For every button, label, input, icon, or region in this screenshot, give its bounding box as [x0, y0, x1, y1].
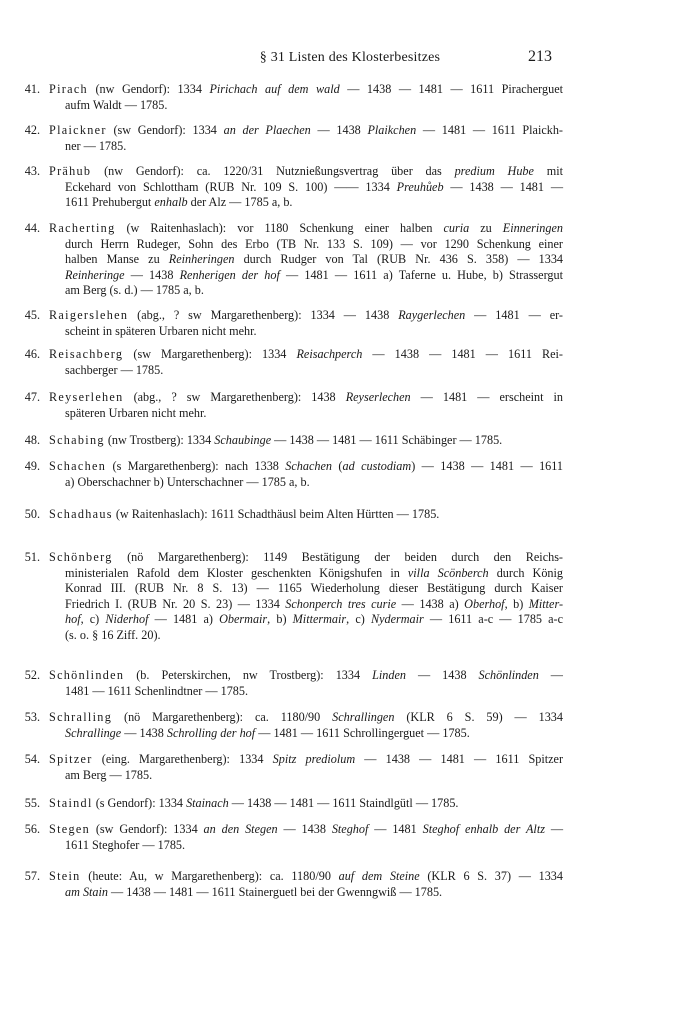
- entry-number: 47.: [24, 390, 40, 404]
- quoted-source-form: Niderhof: [105, 612, 149, 627]
- entry-line: [49, 221, 563, 237]
- entry-text: Eckehard von Schlottham (RUB Nr. 109 S. 100) —— 1334: [65, 179, 397, 194]
- entry-number: 54.: [24, 752, 40, 766]
- quoted-source-form: am Stain: [65, 884, 108, 899]
- entry-text: (KLR 6 S. 37) — 1334: [419, 869, 563, 883]
- entry-text: Konrad III. (RUB Nr. 8 S. 13) — 1165 Wiederholung dieser Bestätigung durch Kaiser: [65, 581, 563, 596]
- entry-number: 45.: [24, 308, 40, 322]
- quoted-source-form: Schachen: [285, 459, 332, 473]
- place-name: Racherting: [49, 221, 116, 235]
- entry-text: (abg., ? sw Margarethenberg): 1438: [123, 390, 346, 404]
- place-name: Schabing: [49, 433, 105, 447]
- quoted-source-form: auf dem Steine: [338, 869, 420, 883]
- place-name: Staindl: [49, 796, 93, 810]
- entry-text: späteren Urbaren nicht mehr.: [65, 405, 207, 420]
- entry-text: —: [538, 668, 563, 682]
- entry-text: — 1438 — 1481 — 1611 Piracherguet: [339, 82, 563, 96]
- quoted-source-form: Reisachperch: [296, 347, 363, 361]
- entry-number: 57.: [24, 869, 40, 883]
- entry-text: (w Raitenhaslach): 1611 Schadthäusl beim Alten Hürtten — 1785.: [112, 507, 440, 521]
- place-name: Stein: [49, 869, 81, 883]
- entry-number: 48.: [24, 433, 40, 447]
- entry-text: — 1438: [277, 822, 332, 836]
- quoted-source-form: Reinheringen: [168, 252, 235, 267]
- entry-text: der Alz — 1785 a, b.: [187, 195, 293, 210]
- entry-text: (nw Trostberg): 1334: [104, 433, 215, 447]
- entry-text: mit: [533, 164, 563, 178]
- entry-line: [49, 123, 563, 139]
- entry-number: 50.: [24, 507, 40, 521]
- list-item: [24, 164, 564, 211]
- quoted-source-form: Spitz prediolum: [272, 752, 356, 766]
- entry-line: [49, 507, 563, 523]
- quoted-source-form: enhalb: [154, 195, 188, 210]
- entry-text: — 1611 a-c — 1785 a-c: [423, 612, 564, 627]
- quoted-source-form: villa Scönberch: [407, 565, 489, 580]
- entry-text: 1611 Steghofer — 1785.: [65, 837, 186, 852]
- entry-line: [49, 347, 563, 363]
- quoted-source-form: Steghof enhalb der Altz: [422, 822, 545, 836]
- entry-line: [49, 390, 563, 406]
- entry-line: [47, 838, 563, 854]
- entry-line: [49, 668, 563, 684]
- entry-text: (sw Gendorf): 1334: [89, 822, 204, 836]
- entry-text: ministerialen Rafold dem Kloster geschenkten Königshufen in: [65, 565, 408, 580]
- list-item: [24, 668, 563, 699]
- list-item: [24, 710, 563, 741]
- entry-line: [47, 98, 563, 114]
- quoted-source-form: Raygerlechen: [398, 308, 466, 322]
- list-item: [24, 550, 564, 644]
- entry-text: a) Oberschachner b) Unterschachner — 1785 a, b.: [65, 474, 310, 489]
- entry-text: — 1438 — 1481 — 1611 Stainerguetl bei der Gwenngwiß — 1785.: [108, 884, 443, 899]
- entry-line: [47, 566, 563, 582]
- entry-line: [49, 308, 563, 324]
- entry-line: [47, 597, 563, 613]
- entry-line: [47, 180, 563, 196]
- entry-text: ner — 1785.: [65, 138, 127, 153]
- place-name: Reisachberg: [49, 347, 124, 361]
- quoted-source-form: curia: [443, 221, 470, 235]
- list-item: [24, 82, 563, 113]
- entry-line: [47, 268, 563, 284]
- entry-line: [47, 726, 563, 742]
- quoted-source-form: predium Hube: [454, 164, 534, 178]
- entry-line: [47, 195, 563, 211]
- place-name: Schönlinden: [49, 668, 125, 682]
- entry-number: 49.: [24, 459, 40, 473]
- quoted-source-form: Linden: [372, 668, 406, 682]
- entry-text: , b): [267, 612, 293, 627]
- entry-line: [49, 164, 563, 180]
- entry-text: durch König: [488, 565, 563, 580]
- quoted-source-form: hof: [65, 612, 81, 627]
- entry-text: — 1438 a): [396, 596, 465, 611]
- list-item: [24, 459, 563, 490]
- entry-text: (eing. Margarethenberg): 1334: [92, 752, 273, 766]
- list-item: [24, 796, 563, 812]
- quoted-source-form: Pirichach auf dem wald: [209, 82, 340, 96]
- entry-text: (s Gendorf): 1334: [92, 796, 187, 810]
- entry-text: — 1438 — 1481 — 1611 Spitzer: [355, 752, 563, 766]
- entry-text: 1481 — 1611 Schenlindtner — 1785.: [65, 683, 249, 698]
- entry-line: [47, 283, 563, 299]
- entry-line: [49, 822, 563, 838]
- quoted-source-form: an den Stegen: [203, 822, 278, 836]
- entry-text: — 1438 — 1481 —: [443, 179, 564, 194]
- entry-text: durch Herrn Rudeger, Sohn des Erbo (TB Nr. 133 S. 109) — vor 1290 Schenkung einer: [65, 236, 563, 251]
- entry-line: [49, 550, 563, 566]
- entry-line: [49, 82, 563, 98]
- place-name: Pirach: [49, 82, 88, 96]
- entry-text: Friedrich I. (RUB Nr. 20 S. 23) — 1334: [65, 596, 286, 611]
- entry-number: 41.: [24, 82, 40, 96]
- entry-number: 42.: [24, 123, 40, 137]
- place-name: Schönberg: [49, 550, 113, 564]
- list-item: [24, 308, 563, 339]
- quoted-source-form: Reinheringe: [65, 267, 125, 282]
- entry-number: 52.: [24, 668, 40, 682]
- entry-line: [47, 628, 563, 644]
- entry-text: aufm Waldt — 1785.: [65, 97, 168, 112]
- entry-text: — 1481 a): [148, 612, 220, 627]
- place-name: Plaickner: [49, 123, 107, 137]
- entry-line: [49, 752, 563, 768]
- entry-number: 55.: [24, 796, 40, 810]
- entry-text: (w Raitenhaslach): vor 1180 Schenkung einer halben: [115, 221, 444, 235]
- quoted-source-form: Stainach: [186, 796, 229, 810]
- entry-line: [47, 237, 563, 253]
- list-item: [24, 752, 563, 783]
- entry-text: (sw Margarethenberg): 1334: [123, 347, 297, 361]
- entry-text: (KLR 6 S. 59) — 1334: [394, 710, 563, 724]
- quoted-source-form: Einneringen: [502, 221, 563, 235]
- entry-text: — 1438 — 1481 — 1611 Rei-: [362, 347, 563, 361]
- entry-line: [47, 406, 563, 422]
- quoted-source-form: Schönlinden: [478, 668, 539, 682]
- entry-number: 44.: [24, 221, 40, 235]
- entry-text: sachberger — 1785.: [65, 362, 164, 377]
- entry-number: 51.: [24, 550, 40, 564]
- entry-text: , b): [504, 596, 529, 611]
- entry-text: (heute: Au, w Margarethenberg): ca. 1180/90: [80, 869, 339, 883]
- list-item: [24, 507, 563, 523]
- place-name: Schralling: [49, 710, 113, 724]
- entry-text: (nö Margarethenberg): ca. 1180/90: [112, 710, 333, 724]
- entry-text: , c): [346, 612, 371, 627]
- entry-text: zu: [469, 221, 503, 235]
- entry-text: (abg., ? sw Margarethenberg): 1334 — 1438: [128, 308, 399, 322]
- entry-line: [49, 433, 563, 449]
- entry-text: — 1481: [368, 822, 423, 836]
- entry-number: 46.: [24, 347, 40, 361]
- entry-line: [47, 324, 563, 340]
- entry-text: — 1481 — er-: [465, 308, 563, 322]
- entry-text: — 1481 — 1611 Plaickh-: [416, 123, 563, 137]
- quoted-source-form: Renherigen der hof: [179, 267, 280, 282]
- entry-text: (nw Gendorf): 1334: [87, 82, 210, 96]
- entry-text: , c): [80, 612, 106, 627]
- entry-line: [47, 475, 563, 491]
- entry-line: [47, 684, 563, 700]
- list-item: [24, 347, 563, 378]
- list-item: [24, 221, 564, 299]
- quoted-source-form: Reyserlechen: [345, 390, 411, 404]
- entry-text: — 1438: [405, 668, 479, 682]
- entry-text: (s Margarethenberg): nach 1338: [106, 459, 286, 473]
- entry-text: — 1438 — 1481 — 1611 Schäbinger — 1785.: [271, 433, 503, 447]
- place-name: Reyserlehen: [49, 390, 124, 404]
- quoted-source-form: Obermair: [219, 612, 268, 627]
- place-name: Raigerslehen: [49, 308, 129, 322]
- entry-line: [47, 612, 563, 628]
- entry-number: 53.: [24, 710, 40, 724]
- entry-line: [49, 796, 563, 812]
- entry-line: [47, 885, 563, 901]
- quoted-source-form: ad custodiam: [342, 459, 412, 473]
- entry-line: [47, 139, 563, 155]
- entry-text: — 1481 — 1611 Schrollingerguet — 1785.: [255, 725, 470, 740]
- entry-text: ) — 1438 — 1481 — 1611: [411, 459, 563, 473]
- entry-text: (nö Margarethenberg): 1149 Bestätigung der beiden durch den Reichs-: [112, 550, 563, 564]
- entry-text: (: [332, 459, 343, 473]
- entry-text: — 1481 — 1611 a) Taferne u. Hube, b) Strassergut: [279, 267, 563, 282]
- entry-text: durch Rudger von Tal (RUB Nr. 436 S. 358) — 1334: [234, 252, 564, 267]
- entry-number: 56.: [24, 822, 40, 836]
- page-header: [0, 48, 700, 72]
- entry-line: [47, 363, 563, 379]
- entry-text: scheint in späteren Urbaren nicht mehr.: [65, 323, 257, 338]
- place-name: Prähub: [49, 164, 92, 178]
- entry-text: (nw Gendorf): ca. 1220/31 Nutznießungsvertrag über das: [91, 164, 455, 178]
- place-name: Stegen: [49, 822, 90, 836]
- entry-text: — 1481 — erscheint in: [410, 390, 563, 404]
- entry-text: am Berg (s. d.) — 1785 a, b.: [65, 283, 204, 298]
- running-title: § 31 Listen des Klosterbesitzes: [259, 50, 441, 65]
- entry-number: 43.: [24, 164, 40, 178]
- entry-line: [49, 710, 563, 726]
- quoted-source-form: Mittermair: [292, 612, 347, 627]
- place-name: Schachen: [49, 459, 107, 473]
- entry-line: [47, 581, 563, 597]
- entry-text: — 1438: [124, 267, 180, 282]
- quoted-source-form: Schrolling der hof: [166, 725, 256, 740]
- page-number: 213: [528, 48, 552, 65]
- list-item: [24, 390, 563, 421]
- entry-text: —: [544, 822, 564, 836]
- list-item: [24, 123, 563, 154]
- entry-line: [47, 252, 563, 268]
- quoted-source-form: Schrallingen: [332, 710, 395, 724]
- entry-text: halben Manse zu: [65, 252, 169, 267]
- quoted-source-form: Plaikchen: [367, 123, 417, 137]
- entry-text: (b. Peterskirchen, nw Trostberg): 1334: [124, 668, 373, 682]
- place-name: Spitzer: [49, 752, 93, 766]
- quoted-source-form: Mitter-: [528, 596, 564, 611]
- quoted-source-form: Oberhof: [464, 596, 505, 611]
- entry-text: am Berg — 1785.: [65, 767, 153, 782]
- list-item: [24, 822, 564, 853]
- entry-text: — 1438: [310, 123, 368, 137]
- quoted-source-form: Preuhůeb: [396, 179, 444, 194]
- place-name: Schadhaus: [49, 507, 113, 521]
- quoted-source-form: Schaubinge: [214, 433, 272, 447]
- list-item: [24, 433, 563, 449]
- entry-line: [47, 768, 563, 784]
- entry-text: (sw Gendorf): 1334: [106, 123, 224, 137]
- entry-text: (s. o. § 16 Ziff. 20).: [65, 627, 161, 642]
- list-item: [24, 869, 563, 900]
- entry-text: — 1438: [121, 725, 167, 740]
- entry-text: 1611 Prehubergut: [65, 195, 155, 210]
- entry-text: — 1438 — 1481 — 1611 Staindlgütl — 1785.: [228, 796, 459, 810]
- entry-line: [49, 459, 563, 475]
- quoted-source-form: Nydermair: [370, 612, 424, 627]
- quoted-source-form: Schonperch tres curie: [285, 596, 397, 611]
- quoted-source-form: Steghof: [331, 822, 369, 836]
- quoted-source-form: an der Plaechen: [223, 123, 311, 137]
- entry-line: [49, 869, 563, 885]
- quoted-source-form: Schrallinge: [65, 725, 122, 740]
